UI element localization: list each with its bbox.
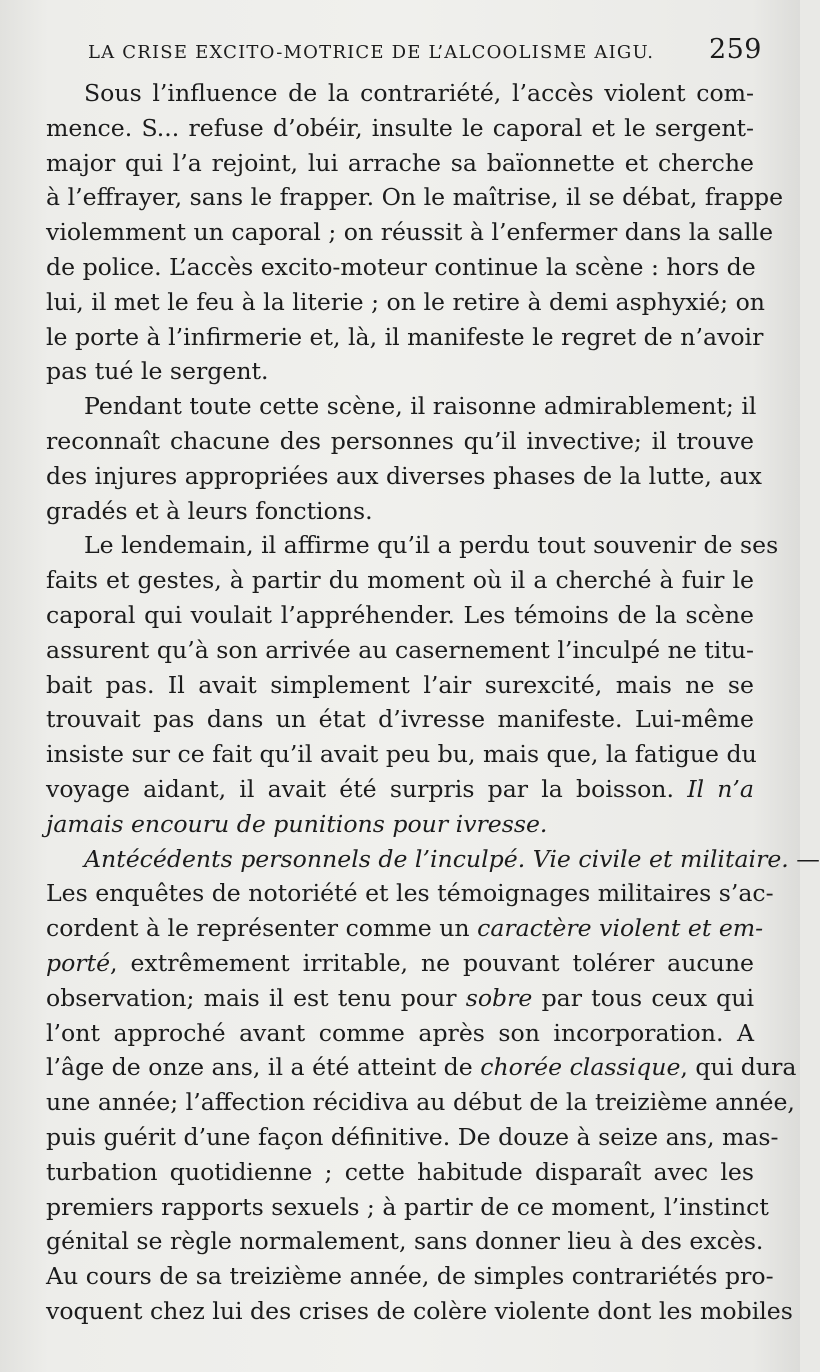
text-span: Le lendemain, il affirme qu’il a perdu tout souvenir de ses [84,531,779,560]
text-line [38,389,757,424]
text-span: assurent qu’à son arrivée au casernement l’inculpé ne titu- [46,635,754,664]
text-line [38,946,754,981]
text-span: une année; l’affection récidiva au début de la treizième année, [46,1088,795,1117]
text-span: reconnaît chacune des personnes qu’il invective; il trouve [46,426,754,455]
text-span: major qui l’a rejoint, lui arrache sa baïonnette et cherche [46,148,754,177]
text-span: observation; mais il est tenu pour [46,983,466,1012]
italic-text: caractère violent et em- [477,914,764,943]
text-span: Sous l’influence de la contrariété, l’accès violent com- [84,79,754,107]
text-span: à l’effrayer, sans le frapper. On le maîtrise, il se débat, frappe [46,183,784,212]
text-span: Pendant toute cette scène, il raisonne admirablement; il [84,392,757,421]
text-line [38,702,754,737]
text-span: des injures appropriées aux diverses phases de la lutte, aux [46,461,762,490]
text-span: insiste sur ce fait qu’il avait peu bu, mais que, la fatigue du [46,740,757,769]
text-span: trouvait pas dans un état d’ivresse manifeste. Lui-même [46,705,754,734]
text-line [38,146,754,181]
text-line [38,633,754,668]
text-line [38,1224,764,1259]
text-span: Au cours de sa treizième année, de simples contrariétés pro- [46,1262,774,1291]
text-line [38,598,754,633]
text-line [38,1294,793,1329]
text-span: par tous ceux qui [532,983,754,1012]
text-span: puis guérit d’une façon définitive. De douze à seize ans, mas- [46,1122,779,1151]
text-span: caporal qui voulait l’appréhender. Les témoins de la scène [46,600,754,629]
text-span: pas tué le sergent. [46,357,269,386]
text-line [38,737,757,772]
page-header [88,34,762,68]
text-line [38,1120,779,1155]
text-span: génital se règle normalement, sans donner lieu à des excès. [46,1227,764,1256]
text-line [38,459,762,494]
text-line [38,320,764,355]
text-line [38,250,754,285]
page-number: 259 [708,34,762,65]
text-line [38,1085,795,1120]
text-span: — [788,844,820,873]
text-span: turbation quotidienne ; cette habitude disparaît avec les [46,1157,754,1186]
text-line [38,563,754,598]
text-line [38,1155,754,1190]
text-line [38,911,764,946]
running-title: LA CRISE EXCITO-MOTRICE DE L’ALCOOLISME AIGU. [88,42,655,63]
italic-text: sobre [465,983,533,1012]
text-line [38,494,754,529]
text-line [38,1050,797,1085]
text-span: l’ont approché avant comme après son incorporation. A [46,1018,754,1047]
italic-text: jamais encouru de punitions pour ivresse. [46,809,548,838]
text-line [38,876,774,911]
text-span: mence. S... refuse d’obéir, insulte le caporal et le sergent- [46,113,754,142]
text-line [38,1016,754,1051]
text-span: voyage aidant, il avait été surpris par la boisson. [46,774,688,803]
text-line [38,354,754,389]
text-line [38,111,754,146]
text-line [38,1190,769,1225]
text-span: lui, il met le feu à la literie ; on le retire à demi asphyxié; on [46,287,765,316]
text-span: faits et gestes, à partir du moment où il a cherché à fuir le [46,566,754,595]
text-span: , extrêmement irritable, ne pouvant tolérer aucune [110,948,754,977]
text-line [38,772,754,807]
text-span: , qui dura [680,1053,797,1082]
text-span: de police. L’accès excito-moteur continue la scène : hors de [46,252,756,281]
text-line [38,215,774,250]
text-line [38,76,754,111]
text-span: violemment un caporal ; on réussit à l’enfermer dans la salle [46,218,774,247]
text-line [38,668,754,703]
text-span: cordent à le représenter comme un [46,914,478,943]
text-line [38,424,754,459]
text-line [38,842,820,877]
text-line [38,180,784,215]
text-span: l’âge de onze ans, il a été atteint de [46,1053,481,1082]
text-span: le porte à l’infirmerie et, là, il manifeste le regret de n’avoir [46,322,764,351]
italic-text: chorée classique [480,1053,681,1082]
text-line [38,807,754,842]
text-span: gradés et à leurs fonctions. [46,496,373,525]
italic-text: porté [46,948,111,977]
text-line [38,528,779,563]
body-text [38,76,820,1329]
text-span: Les enquêtes de notoriété et les témoignages militaires s’ac- [46,879,774,908]
text-line [38,285,765,320]
text-line [38,981,754,1016]
text-line [38,1259,774,1294]
text-span: bait pas. Il avait simplement l’air surexcité, mais ne se [46,670,754,699]
text-span: voquent chez lui des crises de colère violente dont les mobiles [46,1296,793,1325]
italic-text: Il n’a [687,774,754,803]
italic-text: Antécédents personnels de l’inculpé. Vie civile et militaire. [84,844,789,873]
text-span: premiers rapports sexuels ; à partir de ce moment, l’instinct [46,1192,769,1221]
